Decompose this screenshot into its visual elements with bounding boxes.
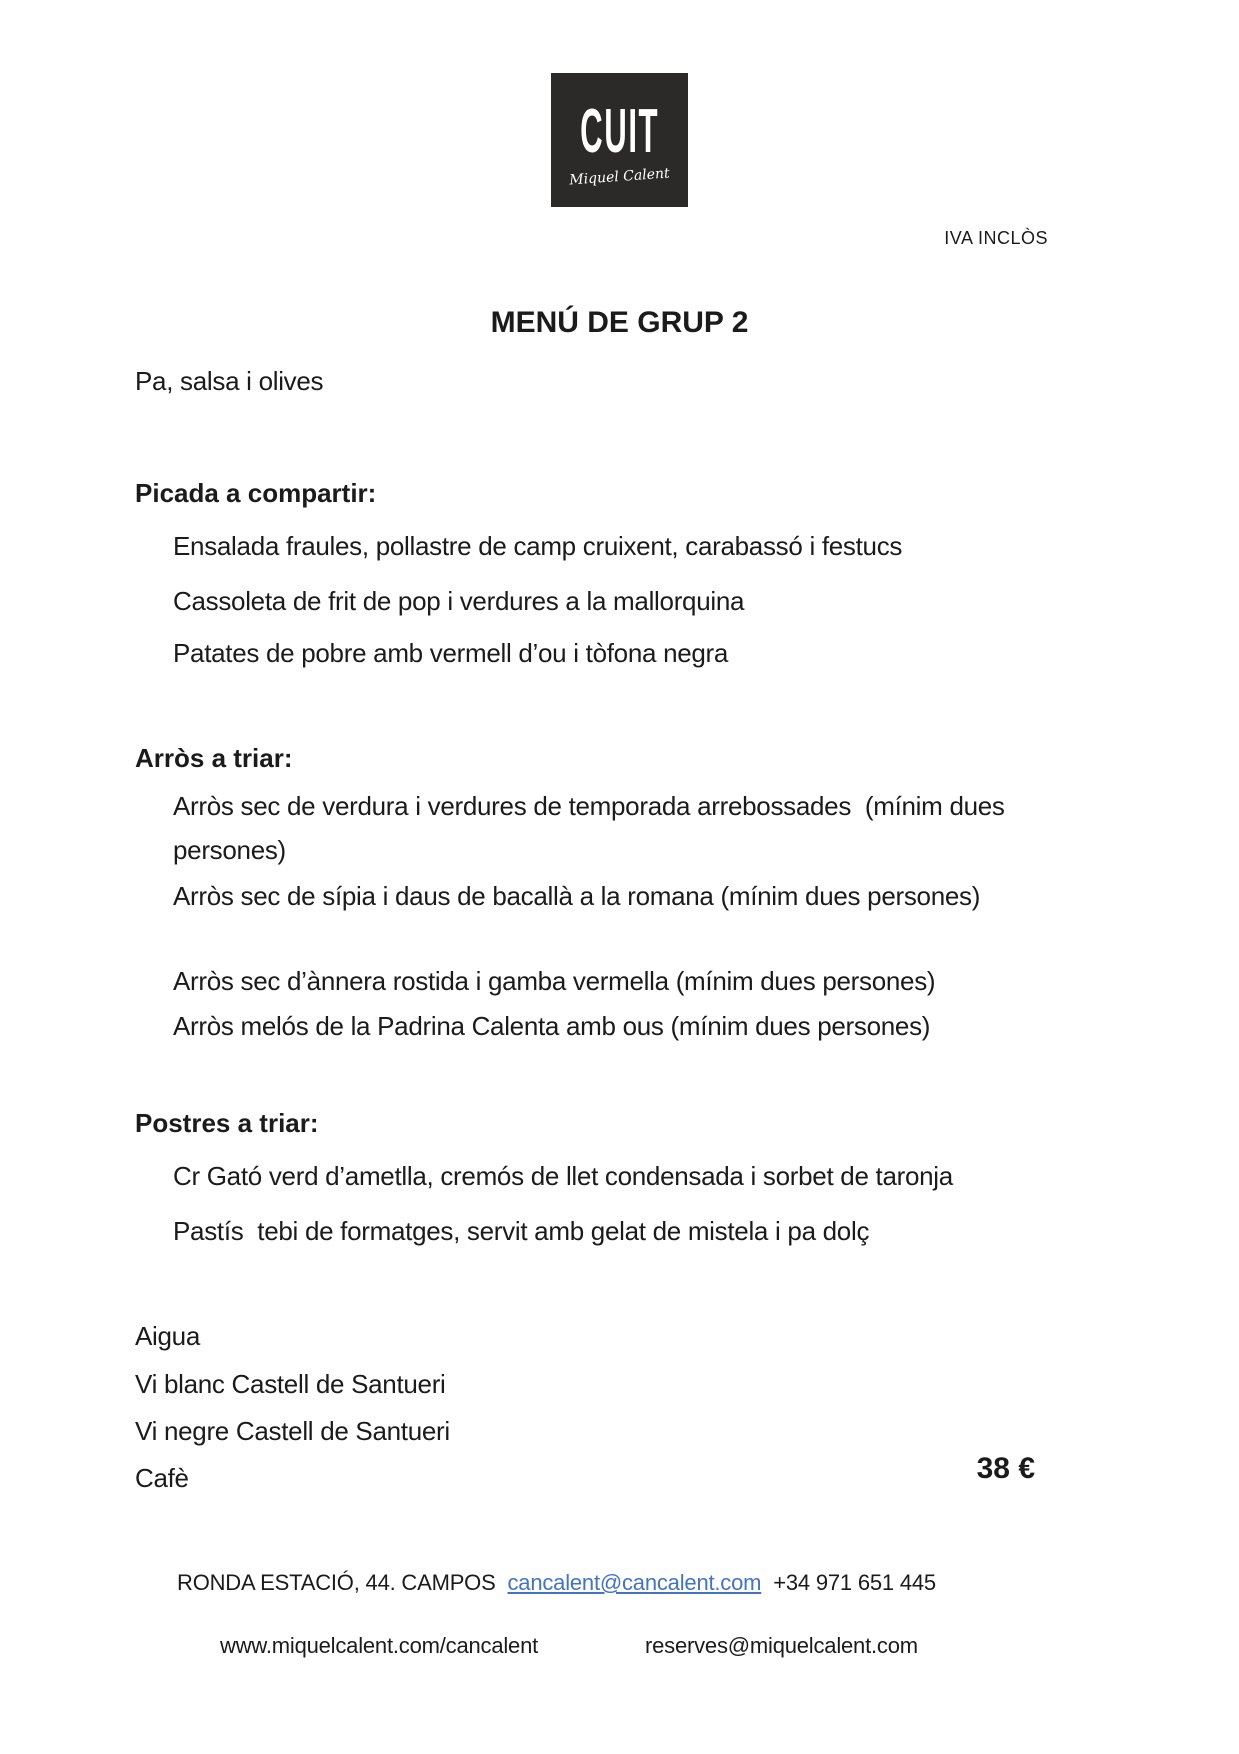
menu-item: Cassoleta de frit de pop i verdures a la mallorquina — [173, 586, 745, 616]
footer-reservations-email: reserves@miquelcalent.com — [645, 1633, 918, 1658]
page-title: MENÚ DE GRUP 2 — [490, 306, 749, 339]
beverage-line: Vi negre Castell de Santueri — [135, 1416, 450, 1446]
section-heading-postres: Postres a triar: — [135, 1108, 319, 1138]
footer-contact-line — [100, 1570, 1013, 1596]
menu-item: Ensalada fraules, pollastre de camp cruixent, carabassó i festucs — [173, 531, 903, 561]
restaurant-logo — [551, 73, 688, 207]
beverage-line: Cafè — [135, 1463, 189, 1493]
tax-included-note: IVA INCLÒS — [944, 228, 1048, 248]
menu-item: Patates de pobre amb vermell d’ou i tòfona negra — [173, 638, 729, 668]
menu-item: Arròs melós de la Padrina Calenta amb ous (mínim dues persones) — [173, 1011, 931, 1041]
intro-line: Pa, salsa i olives — [135, 366, 324, 396]
menu-item: Arròs sec de sípia i daus de bacallà a la romana (mínim dues persones) — [173, 881, 981, 911]
footer-address: RONDA ESTACIÓ, 44. CAMPOS — [177, 1570, 496, 1595]
logo-signature: Miquel Calent — [568, 165, 671, 189]
footer-email-link[interactable]: cancalent@cancalent.com — [507, 1570, 762, 1595]
section-heading-picada: Picada a compartir: — [135, 478, 377, 508]
menu-price: 38 € — [976, 1452, 1035, 1485]
footer-website: www.miquelcalent.com/cancalent — [220, 1633, 539, 1658]
logo-brand-name: CUIT — [579, 97, 660, 167]
menu-item: Cr Gató verd d’ametlla, cremós de llet condensada i sorbet de taronja — [173, 1161, 953, 1191]
menu-item: Arròs sec de verdura i verdures de temporada arrebossades (mínim dues persones) — [173, 791, 1012, 865]
footer-phone: +34 971 651 445 — [773, 1570, 936, 1595]
section-heading-arros: Arròs a triar: — [135, 743, 293, 773]
menu-item: Pastís tebi de formatges, servit amb gelat de mistela i pa dolç — [173, 1216, 870, 1246]
menu-item: Arròs sec d’ànnera rostida i gamba vermella (mínim dues persones) — [173, 966, 936, 996]
beverage-line: Vi blanc Castell de Santueri — [135, 1369, 446, 1399]
beverage-line: Aigua — [135, 1321, 200, 1351]
footer-links-line — [0, 1633, 1239, 1673]
